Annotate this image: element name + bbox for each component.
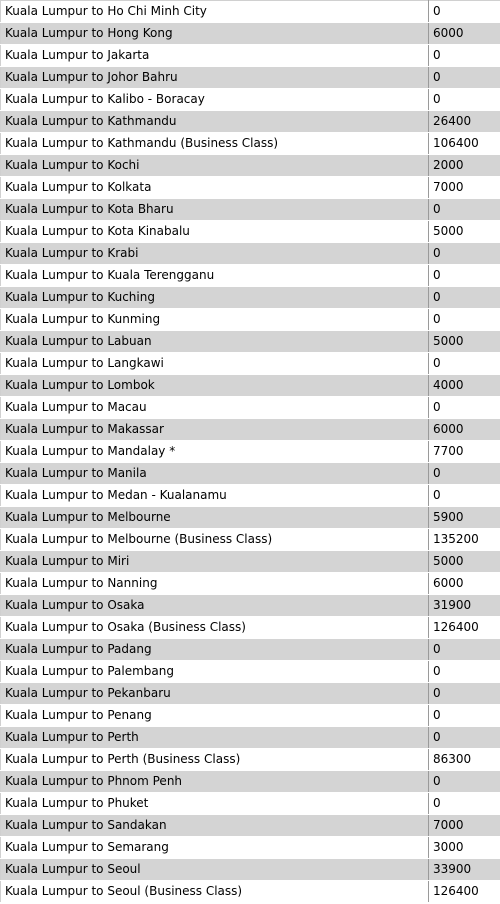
table-row (1, 463, 500, 485)
route-cell: Kuala Lumpur to Kota Bharu (1, 199, 429, 221)
table-row (1, 529, 500, 551)
table-row (1, 353, 500, 375)
route-cell: Kuala Lumpur to Seoul (1, 859, 429, 881)
points-cell: 0 (429, 793, 500, 815)
points-cell: 86300 (429, 749, 500, 771)
table-row (1, 837, 500, 859)
route-cell: Kuala Lumpur to Palembang (1, 661, 429, 683)
table-row (1, 221, 500, 243)
route-cell: Kuala Lumpur to Phuket (1, 793, 429, 815)
route-cell: Kuala Lumpur to Ho Chi Minh City (1, 1, 429, 23)
table-row (1, 397, 500, 419)
route-cell: Kuala Lumpur to Kunming (1, 309, 429, 331)
table-row (1, 573, 500, 595)
table-row (1, 617, 500, 639)
points-cell: 7000 (429, 177, 500, 199)
points-cell: 0 (429, 199, 500, 221)
route-cell: Kuala Lumpur to Perth (Business Class) (1, 749, 429, 771)
points-cell: 0 (429, 243, 500, 265)
points-cell: 0 (429, 287, 500, 309)
points-cell: 26400 (429, 111, 500, 133)
table-row (1, 749, 500, 771)
route-cell: Kuala Lumpur to Manila (1, 463, 429, 485)
table-row (1, 595, 500, 617)
table-row (1, 771, 500, 793)
route-cell: Kuala Lumpur to Kota Kinabalu (1, 221, 429, 243)
points-cell: 0 (429, 353, 500, 375)
route-cell: Kuala Lumpur to Melbourne (1, 507, 429, 529)
points-cell: 6000 (429, 419, 500, 441)
points-cell: 0 (429, 639, 500, 661)
route-cell: Kuala Lumpur to Lombok (1, 375, 429, 397)
table-row (1, 111, 500, 133)
points-cell: 0 (429, 45, 500, 67)
route-cell: Kuala Lumpur to Seoul (Business Class) (1, 881, 429, 903)
points-cell: 5000 (429, 221, 500, 243)
points-cell: 0 (429, 463, 500, 485)
table-row (1, 551, 500, 573)
points-cell: 3000 (429, 837, 500, 859)
route-table-body (1, 1, 500, 903)
route-cell: Kuala Lumpur to Mandalay * (1, 441, 429, 463)
table-row (1, 265, 500, 287)
table-row (1, 23, 500, 45)
route-cell: Kuala Lumpur to Krabi (1, 243, 429, 265)
points-cell: 0 (429, 683, 500, 705)
points-cell: 0 (429, 397, 500, 419)
route-cell: Kuala Lumpur to Makassar (1, 419, 429, 441)
table-row (1, 375, 500, 397)
route-cell: Kuala Lumpur to Melbourne (Business Class) (1, 529, 429, 551)
table-row (1, 727, 500, 749)
route-cell: Kuala Lumpur to Kalibo - Boracay (1, 89, 429, 111)
table-row (1, 67, 500, 89)
points-cell: 0 (429, 89, 500, 111)
route-cell: Kuala Lumpur to Osaka (Business Class) (1, 617, 429, 639)
points-cell: 135200 (429, 529, 500, 551)
points-cell: 0 (429, 661, 500, 683)
route-cell: Kuala Lumpur to Pekanbaru (1, 683, 429, 705)
table-row (1, 199, 500, 221)
route-cell: Kuala Lumpur to Macau (1, 397, 429, 419)
points-cell: 0 (429, 67, 500, 89)
route-cell: Kuala Lumpur to Sandakan (1, 815, 429, 837)
route-cell: Kuala Lumpur to Nanning (1, 573, 429, 595)
points-cell: 31900 (429, 595, 500, 617)
table-row (1, 507, 500, 529)
route-cell: Kuala Lumpur to Kuala Terengganu (1, 265, 429, 287)
points-cell: 5000 (429, 551, 500, 573)
table-row (1, 89, 500, 111)
points-cell: 0 (429, 485, 500, 507)
table-row (1, 485, 500, 507)
table-row (1, 45, 500, 67)
route-cell: Kuala Lumpur to Kolkata (1, 177, 429, 199)
table-row (1, 287, 500, 309)
route-cell: Kuala Lumpur to Langkawi (1, 353, 429, 375)
route-cell: Kuala Lumpur to Medan - Kualanamu (1, 485, 429, 507)
points-cell: 0 (429, 265, 500, 287)
points-cell: 0 (429, 705, 500, 727)
table-row (1, 133, 500, 155)
table-row (1, 419, 500, 441)
points-cell: 0 (429, 771, 500, 793)
table-row (1, 859, 500, 881)
points-cell: 6000 (429, 23, 500, 45)
route-cell: Kuala Lumpur to Jakarta (1, 45, 429, 67)
points-cell: 7700 (429, 441, 500, 463)
route-cell: Kuala Lumpur to Kochi (1, 155, 429, 177)
points-cell: 0 (429, 1, 500, 23)
route-cell: Kuala Lumpur to Kathmandu (Business Class) (1, 133, 429, 155)
route-cell: Kuala Lumpur to Johor Bahru (1, 67, 429, 89)
route-cell: Kuala Lumpur to Kuching (1, 287, 429, 309)
route-cell: Kuala Lumpur to Penang (1, 705, 429, 727)
table-row (1, 639, 500, 661)
table-row (1, 243, 500, 265)
points-cell: 33900 (429, 859, 500, 881)
points-cell: 0 (429, 727, 500, 749)
points-cell: 0 (429, 309, 500, 331)
table-row (1, 177, 500, 199)
route-cell: Kuala Lumpur to Perth (1, 727, 429, 749)
table-row (1, 1, 500, 23)
route-cell: Kuala Lumpur to Labuan (1, 331, 429, 353)
route-cell: Kuala Lumpur to Hong Kong (1, 23, 429, 45)
table-row (1, 705, 500, 727)
points-cell: 126400 (429, 617, 500, 639)
route-cell: Kuala Lumpur to Phnom Penh (1, 771, 429, 793)
points-cell: 126400 (429, 881, 500, 903)
table-row (1, 815, 500, 837)
route-cell: Kuala Lumpur to Kathmandu (1, 111, 429, 133)
table-row (1, 683, 500, 705)
points-cell: 106400 (429, 133, 500, 155)
table-row (1, 155, 500, 177)
route-cell: Kuala Lumpur to Semarang (1, 837, 429, 859)
table-row (1, 661, 500, 683)
table-row (1, 441, 500, 463)
points-cell: 2000 (429, 155, 500, 177)
route-cell: Kuala Lumpur to Miri (1, 551, 429, 573)
table-row (1, 309, 500, 331)
route-cell: Kuala Lumpur to Padang (1, 639, 429, 661)
table-row (1, 881, 500, 903)
points-cell: 6000 (429, 573, 500, 595)
table-row (1, 331, 500, 353)
table-row (1, 793, 500, 815)
route-cell: Kuala Lumpur to Osaka (1, 595, 429, 617)
points-cell: 5900 (429, 507, 500, 529)
points-cell: 7000 (429, 815, 500, 837)
points-cell: 4000 (429, 375, 500, 397)
points-cell: 5000 (429, 331, 500, 353)
